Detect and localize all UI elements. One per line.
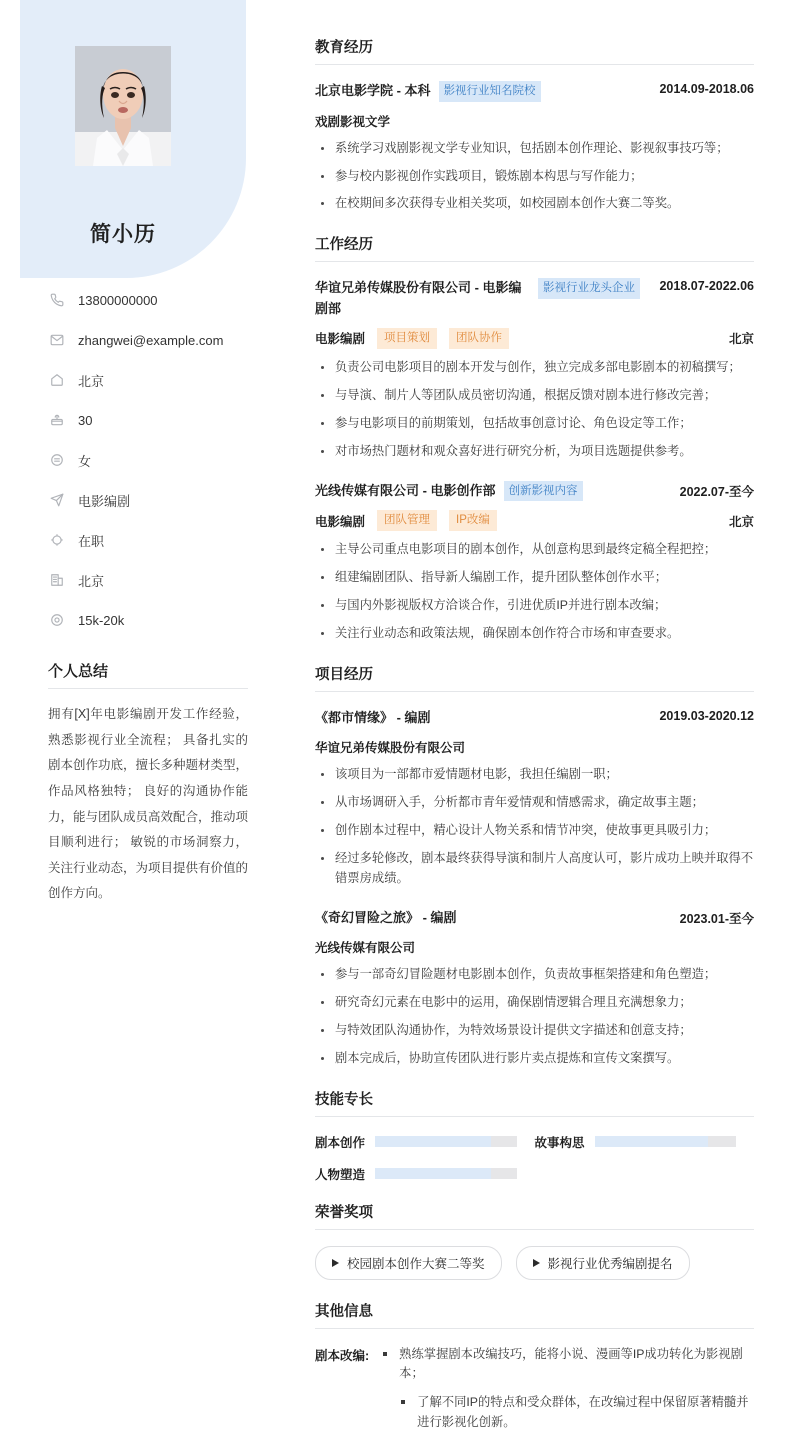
building-icon: [50, 573, 68, 587]
skill-progress-fill: [375, 1136, 491, 1147]
entry-date: 2018.07-2022.06: [659, 279, 754, 294]
list-item: 参与一部奇幻冒险题材电影剧本创作，负责故事框架搭建和角色塑造；: [315, 965, 754, 985]
award-label: 校园剧本创作大赛二等奖: [347, 1256, 485, 1271]
list-item: 与国内外影视版权方洽谈合作，引进优质IP并进行剧本改编；: [315, 596, 754, 616]
highlight-tag: 影视行业知名院校: [439, 81, 541, 102]
award-item[interactable]: [516, 1246, 690, 1280]
contact-value: 北京: [78, 373, 105, 389]
skill-progress-fill: [375, 1168, 491, 1179]
contact-item-gender: [50, 446, 290, 474]
list-item: 了解不同IP的特点和受众群体，在改编过程中保留原著精髓并进行影视化创新。: [377, 1393, 754, 1433]
entry-date: 2014.09-2018.06: [659, 82, 754, 96]
company-name: 光线传媒有限公司 - 电影创作部: [315, 482, 496, 498]
contact-value: 30: [78, 412, 93, 428]
project-name: 《都市情缘》 - 编剧: [315, 710, 431, 726]
gender-icon: [50, 453, 68, 467]
personal-summary-section: [0, 660, 290, 907]
contact-item-phone: [50, 286, 290, 314]
play-triangle-icon: [533, 1259, 540, 1267]
education-entry: [315, 81, 754, 214]
section-title-summary: 个人总结: [48, 660, 248, 689]
list-item: 在校期间多次获得专业相关奖项，如校园剧本创作大赛二等奖。: [315, 194, 754, 214]
list-item: 对市场热门题材和观众喜好进行研究分析，为项目选题提供参考。: [315, 442, 754, 462]
phone-icon: [50, 293, 68, 307]
list-item: 该项目为一部都市爱情题材电影，我担任编剧一职；: [315, 765, 754, 785]
skill-progress-bar: [375, 1168, 516, 1179]
list-item: 与导演、制片人等团队成员密切沟通，根据反馈对剧本进行修改完善；: [315, 386, 754, 406]
entry-header: [315, 81, 754, 102]
entry-header: [315, 908, 754, 928]
project-bullets: [315, 965, 754, 1069]
person-name: 简小历: [90, 223, 156, 246]
highlight-tag: 影视行业龙头企业: [538, 278, 640, 299]
entry-subheader-left: [315, 328, 509, 349]
list-item: 参与校内影视创作实践项目，锻炼剧本构思与写作能力；: [315, 167, 754, 187]
list-item: 组建编剧团队、指导新人编剧工作，提升团队整体创作水平；: [315, 568, 754, 588]
list-item: 负责公司电影项目的剧本开发与创作，独立完成多部电影剧本的初稿撰写；: [315, 358, 754, 378]
list-item: 从市场调研入手，分析都市青年爱情观和情感需求，确定故事主题；: [315, 793, 754, 813]
mail-icon: [50, 333, 68, 347]
entry-header: [315, 708, 754, 728]
list-item: 剧本完成后，协助宣传团队进行影片卖点提炼和宣传文案撰写。: [315, 1049, 754, 1069]
contact-value: 15k-20k: [78, 612, 125, 628]
list-item: 熟练掌握剧本改编技巧，能将小说、漫画等IP成功转化为影视剧本；: [377, 1345, 754, 1385]
contact-value: 北京: [78, 573, 105, 589]
entry-header: [315, 278, 754, 318]
contact-item-job-title: [50, 486, 290, 514]
projects-section: [315, 663, 754, 1068]
main-content: [290, 0, 794, 1430]
entry-header-left: [315, 708, 649, 728]
skills-section: [315, 1088, 754, 1197]
role-name: 电影编剧: [315, 332, 366, 347]
entry-header-left: [315, 81, 649, 102]
skill-label: 剧本创作: [315, 1135, 366, 1150]
entry-date: 2023.01-至今: [679, 911, 754, 926]
entry-header-left: [315, 481, 670, 502]
list-item: 主导公司重点电影项目的剧本创作，从创意构思到最终定稿全程把控；: [315, 540, 754, 560]
skill-tag: 团队协作: [449, 328, 509, 349]
entry-date: 2022.07-至今: [679, 484, 754, 499]
list-item: 创作剧本过程中，精心设计人物关系和情节冲突，使故事更具吸引力；: [315, 821, 754, 841]
contact-list: [0, 286, 290, 634]
other-info-key: 剧本改编:: [315, 1348, 370, 1363]
cake-icon: [50, 413, 68, 427]
skill-progress-bar: [375, 1136, 516, 1147]
section-title-education: 教育经历: [315, 36, 754, 65]
skill-tag: IP改编: [449, 510, 497, 531]
salary-icon: [50, 613, 68, 627]
status-icon: [50, 533, 68, 547]
skill-grid: [315, 1133, 754, 1197]
work-bullets: [315, 540, 754, 644]
contact-item-status: [50, 526, 290, 554]
other-info-section: [315, 1300, 754, 1442]
home-icon: [50, 373, 68, 387]
other-info-row: [315, 1345, 754, 1442]
play-triangle-icon: [332, 1259, 339, 1267]
skill-label: 人物塑造: [315, 1167, 366, 1182]
work-entry: [315, 481, 754, 645]
skill-item: [535, 1133, 755, 1151]
other-info-bullets: [377, 1345, 754, 1442]
work-bullets: [315, 358, 754, 462]
entry-subheader: [315, 328, 754, 349]
skill-progress-bar: [595, 1136, 736, 1147]
contact-value: 女: [78, 453, 92, 469]
skill-tag: 团队管理: [377, 510, 437, 531]
entry-header: [315, 481, 754, 502]
section-title-skills: 技能专长: [315, 1088, 754, 1117]
company-name: 华谊兄弟传媒股份有限公司 - 电影编剧部: [315, 280, 522, 316]
project-entry: [315, 708, 754, 889]
section-title-work: 工作经历: [315, 233, 754, 262]
contact-item-age: [50, 406, 290, 434]
skill-label: 故事构思: [534, 1135, 585, 1150]
award-label: 影视行业优秀编剧提名: [547, 1256, 673, 1271]
rocket-icon: [50, 493, 68, 507]
entry-location: 北京: [728, 332, 754, 347]
contact-value: 电影编剧: [78, 493, 131, 509]
section-title-other: 其他信息: [315, 1300, 754, 1329]
contact-item-location: [50, 366, 290, 394]
skill-item: [315, 1133, 535, 1151]
list-item: 研究奇幻元素在电影中的运用，确保剧情逻辑合理且充满想象力；: [315, 993, 754, 1013]
work-section: [315, 233, 754, 644]
entry-subheader: [315, 510, 754, 531]
major-name: 戏剧影视文学: [315, 114, 391, 129]
contact-item-email: [50, 326, 290, 354]
award-list: [315, 1246, 754, 1280]
role-name: 电影编剧: [315, 514, 366, 529]
list-item: 系统学习戏剧影视文学专业知识，包括剧本创作理论、影视叙事技巧等；: [315, 139, 754, 159]
skill-progress-fill: [595, 1136, 708, 1147]
entry-header-left: [315, 278, 649, 318]
project-name: 《奇幻冒险之旅》 - 编剧: [315, 909, 457, 925]
work-entry: [315, 278, 754, 461]
contact-value: 在职: [78, 533, 105, 549]
section-title-awards: 荣誉奖项: [315, 1201, 754, 1230]
entry-subheader-left: [315, 510, 497, 531]
contact-value: 13800000000: [78, 292, 158, 308]
list-item: 参与电影项目的前期策划，包括故事创意讨论、角色设定等工作；: [315, 414, 754, 434]
entry-header-left: [315, 908, 670, 928]
entry-location: 北京: [728, 514, 754, 529]
highlight-tag: 创新影视内容: [504, 481, 583, 502]
contact-item-salary: [50, 606, 290, 634]
skill-item: [315, 1165, 535, 1183]
education-section: [315, 36, 754, 214]
avatar: [75, 46, 171, 166]
project-company: 华谊兄弟传媒股份有限公司: [315, 741, 466, 756]
school-name: 北京电影学院 - 本科: [315, 83, 431, 98]
contact-value: zhangwei@example.com: [78, 332, 224, 348]
project-entry: [315, 908, 754, 1069]
award-item[interactable]: [315, 1246, 502, 1280]
awards-section: [315, 1201, 754, 1280]
skill-tag: 项目策划: [377, 328, 437, 349]
project-company: 光线传媒有限公司: [315, 940, 416, 955]
project-bullets: [315, 765, 754, 889]
sidebar: [0, 0, 290, 1338]
contact-item-company-city: [50, 566, 290, 594]
education-bullets: [315, 139, 754, 215]
portrait-photo-icon: [75, 46, 171, 166]
section-title-projects: 项目经历: [315, 663, 754, 692]
summary-text: 拥有[X]年电影编剧开发工作经验，熟悉影视行业全流程； 具备扎实的剧本创作功底，擅长多种题材类型，作品风格独特； 良好的沟通协作能力，能与团队成员高效配合，推动项目顺利进行； 敏锐的市场洞察力，关注行业动态，为项目提供有价值的创作方向。: [48, 707, 249, 901]
profile-header: [0, 0, 246, 248]
list-item: 经过多轮修改，剧本最终获得导演和制片人高度认可，影片成功上映并取得不错票房成绩。: [315, 849, 754, 889]
list-item: 与特效团队沟通协作，为特效场景设计提供文字描述和创意支持；: [315, 1021, 754, 1041]
entry-date: 2019.03-2020.12: [659, 709, 754, 724]
list-item: 关注行业动态和政策法规，确保剧本创作符合市场和审查要求。: [315, 624, 754, 644]
